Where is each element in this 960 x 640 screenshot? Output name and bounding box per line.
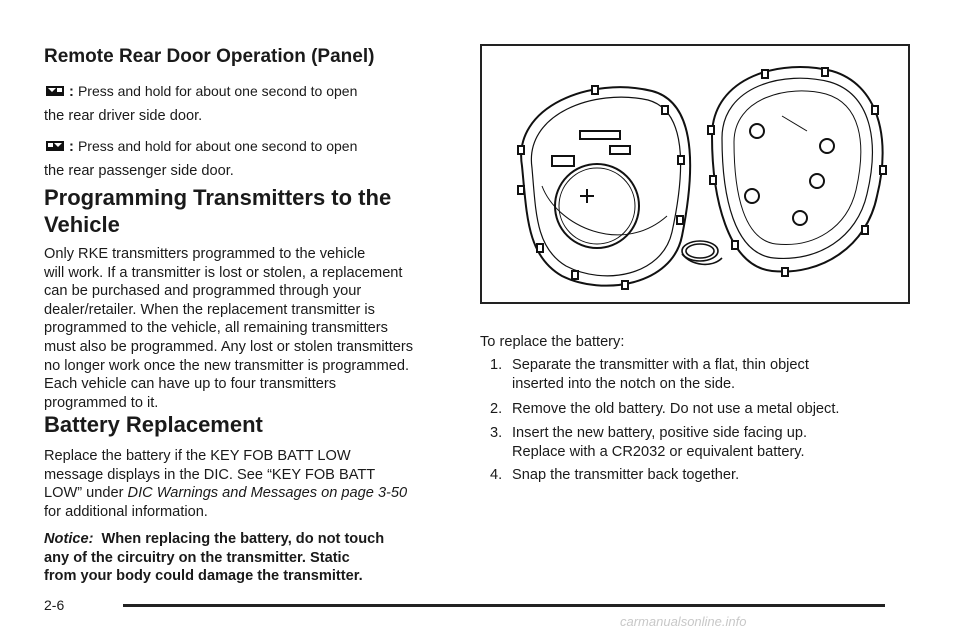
key-fob-transmitter-opened-illustration bbox=[482, 46, 908, 302]
passenger-colon: : bbox=[69, 139, 74, 155]
programming-line: Each vehicle can have up to four transmitters bbox=[44, 376, 337, 393]
watermark: carmanualsonline.info bbox=[620, 614, 747, 629]
page-number: 2-6 bbox=[44, 597, 65, 613]
notice-label: Notice: bbox=[44, 531, 94, 547]
programming-line: can be purchased and programmed through your bbox=[44, 283, 362, 300]
step-line: Remove the old battery. Do not use a metal object. bbox=[512, 401, 840, 417]
programming-heading-line-2: Vehicle bbox=[44, 212, 120, 237]
passenger-door-paragraph bbox=[44, 137, 464, 180]
battery-line-1: Replace the battery if the KEY FOB BATT LOW bbox=[44, 448, 351, 464]
footer-rule bbox=[123, 604, 885, 607]
programming-paragraph bbox=[44, 245, 464, 412]
battery-paragraph bbox=[44, 447, 464, 521]
step-line: Insert the new battery, positive side facing up. bbox=[512, 425, 808, 441]
step-line: Snap the transmitter back together. bbox=[512, 467, 740, 483]
notice-block bbox=[44, 530, 464, 586]
programming-line: will work. If a transmitter is lost or stolen, a replacement bbox=[44, 264, 403, 281]
programming-line: programmed to the vehicle, all remaining transmitters bbox=[44, 320, 388, 337]
section-heading-programming bbox=[44, 184, 464, 238]
driver-colon: : bbox=[69, 84, 74, 100]
section-heading-remote-rear-door: Remote Rear Door Operation (Panel) bbox=[44, 46, 375, 67]
passenger-line-1: Press and hold for about one second to open bbox=[77, 138, 358, 154]
passenger-line-2: the rear passenger side door. bbox=[44, 162, 234, 179]
step-number: 4. bbox=[490, 467, 503, 483]
battery-line-4: for additional information. bbox=[44, 503, 208, 520]
notice-line-1: When replacing the battery, do not touch bbox=[101, 531, 385, 547]
key-fob-figure-frame bbox=[480, 44, 910, 304]
programming-line: must also be programmed. Any lost or stolen transmitters bbox=[44, 338, 414, 355]
driver-door-paragraph bbox=[44, 82, 464, 125]
programming-line: no longer work once the new transmitter is programmed. bbox=[44, 357, 410, 374]
battery-line-2: message displays in the DIC. See “KEY FOB BATT bbox=[44, 466, 376, 483]
programming-line: dealer/retailer. When the replacement transmitter is bbox=[44, 301, 375, 318]
steps-intro: To replace the battery: bbox=[480, 334, 625, 350]
battery-line-3-text: LOW” under bbox=[44, 485, 124, 502]
section-heading-battery-replacement: Battery Replacement bbox=[44, 412, 263, 437]
rear-passenger-door-icon bbox=[44, 139, 66, 159]
programming-heading-line-1: Programming Transmitters to the bbox=[44, 185, 392, 210]
programming-line: programmed to it. bbox=[44, 394, 159, 411]
programming-line: Only RKE transmitters programmed to the vehicle bbox=[44, 246, 366, 262]
step-number: 1. bbox=[490, 357, 503, 373]
driver-line-1: Press and hold for about one second to open bbox=[77, 83, 358, 99]
step-line: inserted into the notch on the side. bbox=[512, 375, 736, 392]
step-line: Replace with a CR2032 or equivalent battery. bbox=[512, 443, 805, 460]
dic-warnings-reference-link[interactable]: DIC Warnings and Messages on page 3-50 bbox=[127, 485, 408, 502]
step-line: Separate the transmitter with a flat, thin object bbox=[512, 357, 809, 373]
notice-line-2: any of the circuitry on the transmitter. Static bbox=[44, 549, 350, 566]
driver-line-2: the rear driver side door. bbox=[44, 107, 203, 124]
notice-line-3: from your body could damage the transmitter. bbox=[44, 568, 363, 585]
step-number: 3. bbox=[490, 425, 503, 441]
step-number: 2. bbox=[490, 401, 503, 417]
rear-driver-door-icon bbox=[44, 84, 66, 104]
